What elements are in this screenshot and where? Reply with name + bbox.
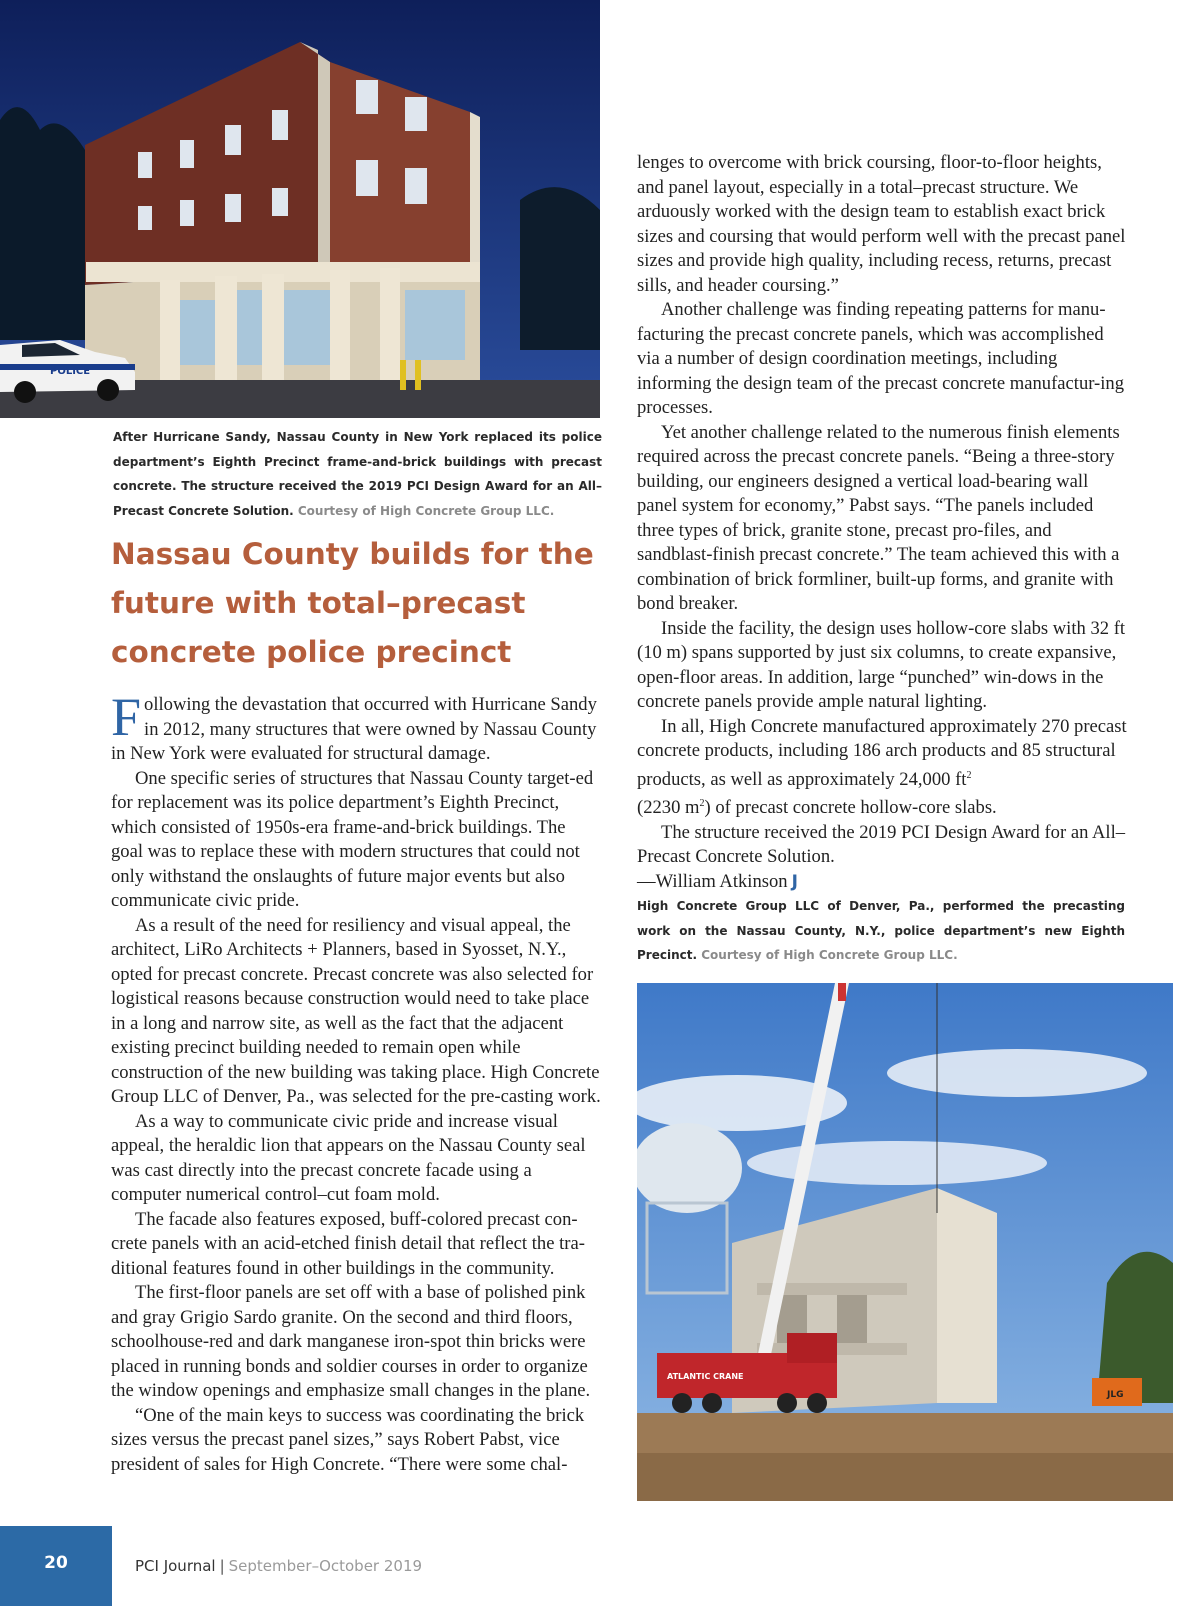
drop-cap: F (111, 687, 142, 747)
article-paragraph: “One of the main keys to success was coordinating the brick sizes versus the precast panel sizes,” says Robert Pabst, vice president of sales for High Concrete. “There were some chal- (111, 1404, 585, 1475)
article-paragraph: The first-floor panels are set off with a base of polished pink and gray Grigio Sardo granite. On the second and third floors, schoolhouse-red and dark manganese iron-spot thin bricks were placed in running bonds and soldier courses in order to organize the window openings and emphasize small changes in the plane. (111, 1282, 591, 1401)
caption-text: High Concrete Group LLC of Denver, Pa., performed the precasting work on the Nassau County, N.Y., police department’s new Eighth Precinct. (637, 899, 1125, 962)
running-footer (135, 1557, 422, 1575)
article-headline: Nassau County builds for the future with total–precast concrete police precinct (111, 537, 594, 669)
photo-credit: Courtesy of High Concrete Group LLC. (297, 503, 555, 518)
article-column-left (111, 687, 601, 1477)
article-paragraph: Following the devastation that occurred with Hurricane Sandy in 2012, many structures that were owned by Nassau County in New York were evaluated for structural damage. (111, 687, 597, 764)
article-paragraph: lenges to overcome with brick coursing, floor-to-floor heights, and panel layout, especially in a total–precast structure. We arduously worked with the design team to establish exact brick sizes and coursing that would perform well with the precast panel sizes and provide high quality, including recess, returns, precast sills, and header coursing.” (637, 152, 1126, 296)
author-signature: —William Atkinson J (637, 870, 1129, 895)
photo-caption-bottom (637, 894, 1125, 968)
article-paragraph: Another challenge was finding repeating patterns for manu-facturing the precast concrete panels, which was accomplished via a number of design coordination meetings, including informing the design team of the precast concrete manufactur-ing processes. (637, 299, 1125, 418)
article-paragraph: Yet another challenge related to the numerous finish elements required across the precast concrete panels. “Being a three-story building, our engineers designed a vertical load-bearing wall panel system for economy,” Pabst says. “The panels included three types of brick, granite stone, precast pro-files, and sandblast-finish precast concrete.” The team achieved this with a combination of brick formliner, built-up forms, and granite with bond breaker. (637, 421, 1120, 614)
journal-name: PCI Journal (135, 1557, 216, 1575)
article-paragraph: One specific series of structures that Nassau County target-ed for replacement was its police department’s Eighth Precinct, which consisted of 1950s-era frame-and-brick buildings. The goal was to replace these with modern structures that could not only withstand the onslaughts of future major events but also communicate civic pride. (111, 767, 594, 911)
construction-crane-photo (637, 983, 1173, 1501)
photo-caption-top (113, 425, 602, 523)
svg-text:ATLANTIC CRANE: ATLANTIC CRANE (667, 1372, 744, 1381)
boom-lift (1092, 1378, 1142, 1406)
caption-text: After Hurricane Sandy, Nassau County in New York replaced its police department’s Eighth Precinct frame-and-brick buildings with precast concrete. The structure received the 2019 PCI Design Award for an All–Precast Concrete Solution. (113, 430, 602, 518)
article-paragraph: As a result of the need for resiliency and visual appeal, the architect, LiRo Architects + Planners, based in Syosset, N.Y., opted for precast concrete. Precast concrete was also selected for logistical reasons because construction would need to take place in a long and narrow site, as well as the fact that the adjacent existing precinct building needed to remain open while construction of the new building was taking place. High Concrete Group LLC of Denver, Pa., was selected for the pre-casting work. (111, 914, 601, 1107)
svg-text:POLICE: POLICE (50, 366, 91, 377)
article-paragraph: The facade also features exposed, buff-colored precast con-crete panels with an acid-etched finish detail that reflect the tra-ditional features found in other buildings in the community. (111, 1208, 585, 1279)
article-paragraph: As a way to communicate civic pride and increase visual appeal, the heraldic lion that appears on the Nassau County seal was cast directly into the precast concrete facade using a computer numerical control–cut foam mold. (111, 1110, 586, 1205)
article-paragraph: Inside the facility, the design uses hollow-core slabs with 32 ft (10 m) spans supported by just six columns, to create expansive, open-floor areas. In addition, large “punched” win-dows in the concrete panels provide ample natural lighting. (637, 617, 1126, 712)
svg-text:JLG: JLG (1107, 1390, 1124, 1400)
article-column-right (637, 151, 1129, 894)
end-mark-icon: J (791, 871, 798, 892)
page-number: 20 (44, 1553, 68, 1573)
issue-date: September–October 2019 (228, 1557, 423, 1575)
footer-separator: | (219, 1557, 225, 1575)
photo-credit: Courtesy of High Concrete Group LLC. (701, 948, 958, 962)
police-precinct-photo (0, 0, 600, 418)
article-paragraph: In all, High Concrete manufactured approximately 270 precast concrete products, including 186 arch products and 85 structural products, as well as approximately 24,000 $ft^2$ (2230 $m^2$) of precast concrete hollow-core slabs. (637, 715, 1127, 819)
article-paragraph: The structure received the 2019 PCI Design Award for an All–Precast Concrete Solution. (637, 821, 1126, 868)
